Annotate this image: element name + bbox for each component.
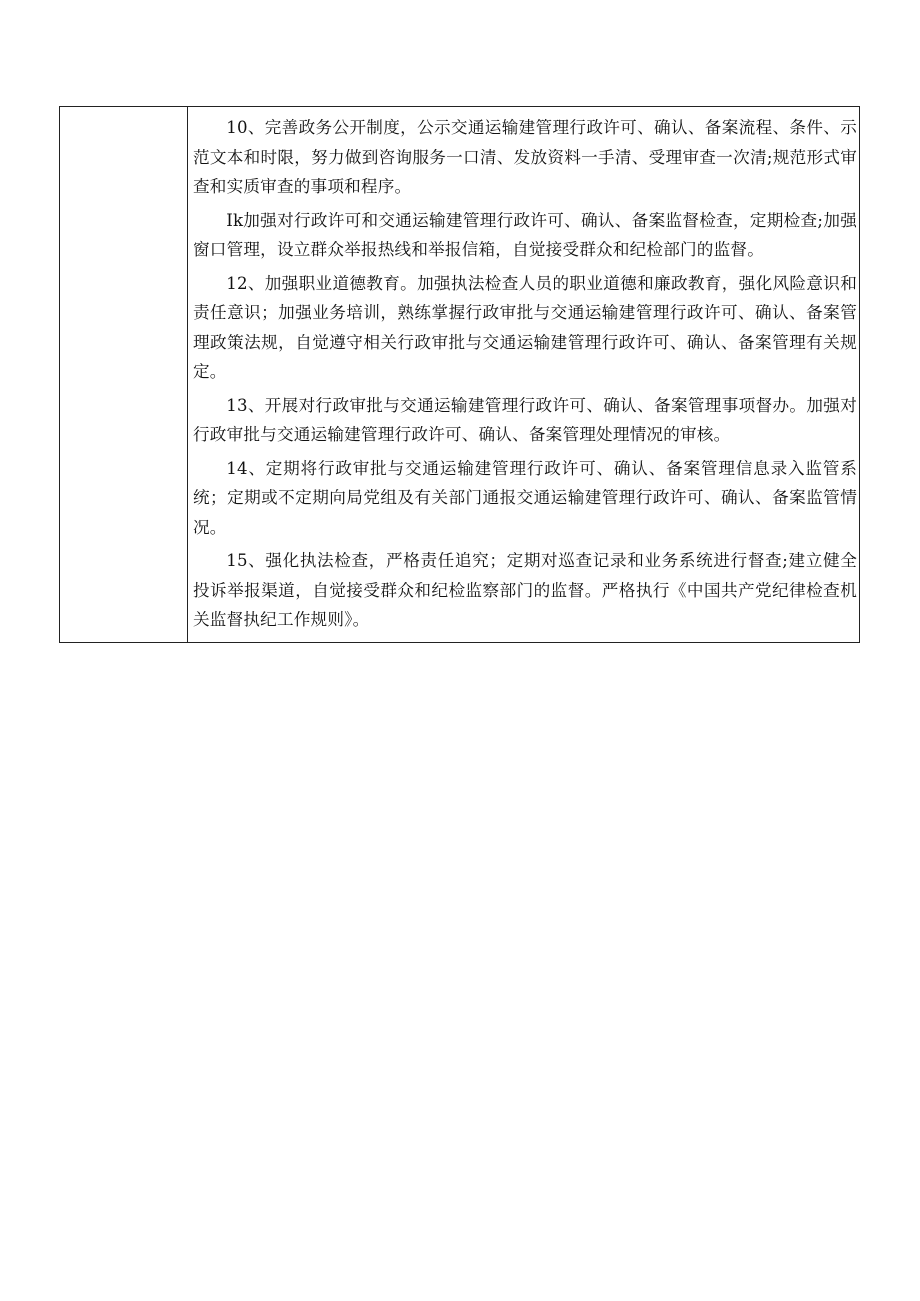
paragraph-14: 14、定期将行政审批与交通运输建管理行政许可、确认、备案管理信息录入监管系统；定期或不定期向局党组及有关部门通报交通运输建管理行政许可、确认、备案监管情况。 <box>193 458 857 537</box>
content-table <box>59 106 860 643</box>
paragraph-15: 15、强化执法检查，严格责任追究；定期对巡查记录和业务系统进行督查;建立健全投诉举报渠道，自觉接受群众和纪检监察部门的监督。严格执行《中国共产党纪律检查机关监督执纪工作规则》。 <box>193 551 857 629</box>
paragraph-11: Ik加强对行政许可和交通运输建管理行政许可、确认、备案监督检查，定期检查;加强窗口管理，设立群众举报热线和举报信箱，自觉接受群众和纪检部门的监督。 <box>193 210 857 259</box>
paragraph-12: 12、加强职业道德教育。加强执法检查人员的职业道德和廉政教育，强化风险意识和责任意识；加强业务培训，熟练掌握行政审批与交通运输建管理行政许可、确认、备案管理政策法规，自觉遵守相关行政审批与交通运输建管理行政许可、确认、备案管理有关规定。 <box>193 273 857 381</box>
paragraph-13: 13、开展对行政审批与交通运输建管理行政许可、确认、备案管理事项督办。加强对行政审批与交通运输建管理行政许可、确认、备案管理处理情况的审核。 <box>193 395 857 444</box>
paragraph-10: 10、完善政务公开制度，公示交通运输建管理行政许可、确认、备案流程、条件、示范文本和时限，努力做到咨询服务一口清、发放资料一手清、受理审查一次清;规范形式审查和实质审查的事项和程序。 <box>193 118 857 196</box>
table-left-cell <box>60 107 188 642</box>
table-right-cell <box>188 107 859 642</box>
